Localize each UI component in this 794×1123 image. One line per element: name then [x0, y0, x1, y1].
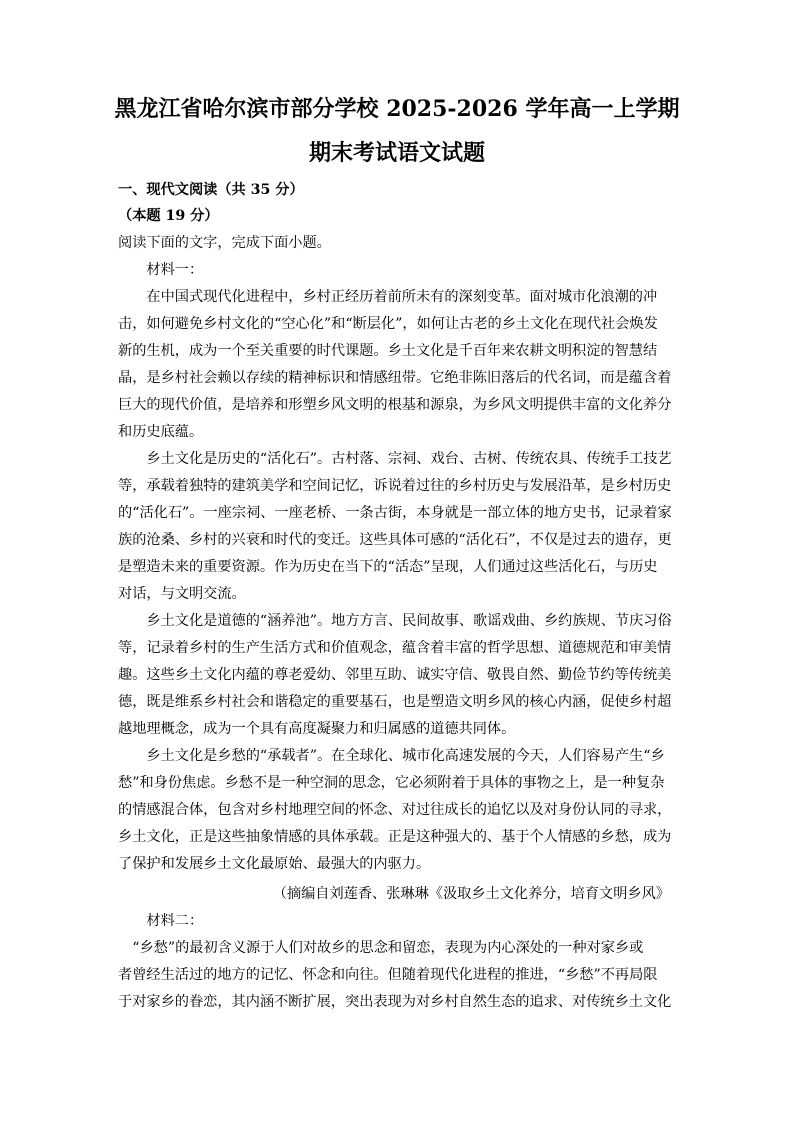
text-line: 越地理概念，成为一个具有高度凝聚力和归属感的道德共同体。 [118, 721, 516, 737]
text-line: 等，记录着乡村的生产生活方式和价值观念，蕴含着丰富的哲学思想、道德规范和审美情 [118, 640, 672, 656]
text-line: 和历史底蕴。 [118, 424, 204, 440]
doc-title-line1: 黑龙江省哈尔滨市部分学校 2025-2026 学年高一上学期 [114, 96, 680, 122]
text-line: 在中国式现代化进程中，乡村正经历着前所未有的深刻变革。面对城市化浪潮的冲 [118, 289, 658, 305]
instruction: 阅读下面的文字，完成下面小题。 [118, 235, 331, 251]
text-line: 乡土文化是道德的“涵养池”。地方方言、民间故事、歌谣戏曲、乡约族规、节庆习俗 [118, 613, 672, 629]
text-line: 乡土文化，正是这些抽象情感的具体承载。正是这种强大的、基于个人情感的乡愁，成为 [118, 829, 672, 845]
text-line: 愁”和身份焦虑。乡愁不是一种空洞的思念，它必须附着于具体的事物之上，是一种复杂 [118, 775, 665, 791]
text-line: 对话，与文明交流。 [118, 586, 246, 602]
score-note: （本题 19 分） [118, 208, 219, 224]
material-label: 材料二： [118, 913, 204, 929]
text-line: 的情感混合体，包含对乡村地理空间的怀念、对过往成长的追忆以及对身份认同的寻求， [118, 802, 672, 818]
source-citation: （摘编自刘莲香、张琳琳《汲取乡土文化养分，培育文明乡风》 [272, 886, 670, 902]
text-line: 了保护和发展乡土文化最原始、最强大的内驱力。 [118, 856, 431, 872]
text-line: 晶，是乡村社会赖以存续的精神标识和情感纽带。它绝非陈旧落后的代名词，而是蕴含着 [118, 370, 672, 386]
text-line: 乡土文化是乡愁的“承载者”。在全球化、城市化高速发展的今天，人们容易产生“乡 [118, 748, 665, 764]
text-line: 等，承载着独特的建筑美学和空间记忆，诉说着过往的乡村历史与发展沿革，是乡村历史 [118, 478, 672, 494]
text-line: 乡土文化是历史的“活化石”。古村落、宗祠、戏台、古树、传统农具、传统手工技艺 [118, 451, 672, 467]
text-line: 是塑造未来的重要资源。作为历史在当下的“活态”呈现，人们通过这些活化石，与历史 [118, 559, 658, 575]
text-line: 者曾经生活过的地方的记忆、怀念和向往。但随着现代化进程的推进，“乡愁”不再局限 [118, 967, 658, 983]
text-line: 德，既是维系乡村社会和谐稳定的重要基石，也是塑造文明乡风的核心内涵，促使乡村超 [118, 694, 672, 710]
text-line: 于对家乡的眷恋，其内涵不断扩展，突出表现为对乡村自然生态的追求、对传统乡土文化 [118, 994, 672, 1010]
text-line: 族的沧桑、乡村的兴衰和时代的变迁。这些具体可感的“活化石”，不仅是过去的遗存，更 [118, 532, 672, 548]
material-label: 材料一： [118, 262, 204, 278]
text-line: 趣。这些乡土文化内蕴的尊老爱幼、邻里互助、诚实守信、敬畏自然、勤俭节约等传统美 [118, 667, 672, 683]
text-line: “乡愁”的最初含义源于人们对故乡的思念和留恋，表现为内心深处的一种对家乡或 [118, 940, 644, 956]
text-line: 的“活化石”。一座宗祠、一座老桥、一条古街，本身就是一部立体的地方史书，记录着家 [118, 505, 672, 521]
doc-title-line2: 期末考试语文试题 [308, 140, 485, 166]
section-heading: 一、现代文阅读（共 35 分） [118, 182, 304, 198]
text-line: 巨大的现代价值，是培养和形塑乡风文明的根基和源泉，为乡风文明提供丰富的文化养分 [118, 397, 672, 413]
text-line: 击，如何避免乡村文化的“空心化”和“断层化”，如何让古老的乡土文化在现代社会焕发 [118, 316, 658, 332]
text-line: 新的生机，成为一个至关重要的时代课题。乡土文化是千百年来农耕文明积淀的智慧结 [118, 343, 658, 359]
